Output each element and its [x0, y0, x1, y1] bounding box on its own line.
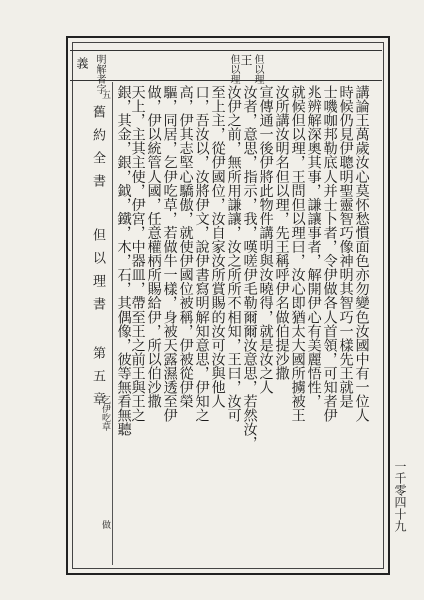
text-line: 就候但以理，王問但以理曰，汝心即猶太大國所擄被王	[289, 85, 306, 423]
gloss-divider	[112, 82, 113, 565]
text-line: 做，伊以統管人國，任意權柄所賜給伊，所以伯沙撒	[145, 85, 162, 409]
text-line: 高，伊其志堅心驕傲，就使伊國位被稱，伊被從伊榮	[177, 85, 194, 409]
header-rule-top	[70, 50, 382, 51]
text-line: 汝者，意思，指示，我，嘆嗟伊毛勒爾爾汝意思，若然汝，	[241, 85, 258, 451]
header-gloss-4: 明解者字	[94, 54, 105, 94]
margin-gloss: 五	[100, 90, 110, 99]
text-line: 兆辨解深奧其事，謙讓事者，解開伊心有美麗悟性，	[305, 85, 322, 409]
text-line: 至上主，從伊國位，汝自家汝所賞賜的汝可汝與他人	[209, 85, 226, 409]
running-title: 但以理書	[90, 228, 105, 320]
text-line: 士嘰咖邦勒底人并士卜者，令伊做各人首領，可知者伊	[321, 85, 338, 423]
text-line: 汝所講汝明名但以理，先王稱呼伊名做伯提沙撒	[273, 85, 290, 381]
margin-gloss: 做	[100, 520, 110, 529]
text-line: 驅，同居，乞伊吃草，若做牛一樣，身被天露濕透至伊	[161, 85, 178, 423]
margin-gloss: 乞伊吃草	[100, 395, 110, 431]
page-number: 一千零四十九	[393, 460, 407, 532]
header-rule-bottom	[70, 80, 382, 81]
text-line: 天上，主其主使，伊宮，中器皿，帶至王之前王與王之	[129, 85, 146, 423]
chapter-label: 第五章	[90, 346, 105, 415]
text-line: 宣傳通一後伊將此物件講明與汝曉得，就是汝之人	[257, 85, 274, 395]
text-line: 汝伊之前，無所用謙讓，汝之所所不相知，王曰，汝可	[225, 85, 242, 423]
text-line: 時候仍見伊聰明聖靈智巧像神明其智巧一樣先王就是	[337, 85, 354, 409]
header-gloss-2: 王	[239, 54, 253, 66]
text-line: 講論王萬歲汝心莫怀愁慣面色亦勿變色汝國中有一位人	[353, 85, 370, 423]
book-title: 舊約全書	[90, 105, 105, 197]
header-gloss-5: 義	[75, 57, 89, 69]
header-gloss-3: 但以理	[252, 54, 263, 84]
header-gloss-1: 但以理	[228, 54, 239, 84]
text-line: 口，吾汝以，汝將伊文，說伊書寫明解知意思，伊知之	[193, 85, 210, 423]
text-line: 銀，其金，銀，鉞，鐵，木，石，其偶像，彼等無看無聽	[115, 85, 132, 437]
